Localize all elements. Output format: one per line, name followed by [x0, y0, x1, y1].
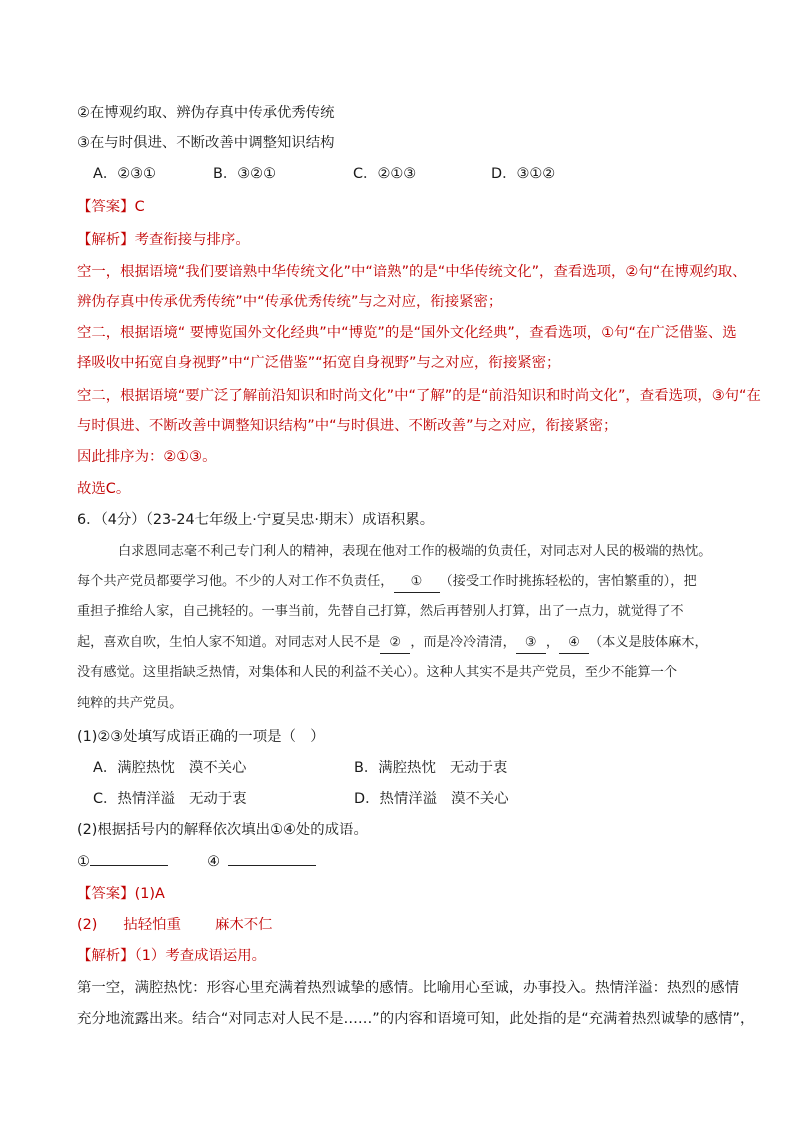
q5-analysis-title	[77, 230, 250, 250]
sub2-blanks	[77, 851, 316, 872]
q5-answer	[77, 197, 145, 217]
sub1-choice-d	[354, 789, 509, 809]
text-span: ②句“在博观约取、	[625, 264, 747, 280]
analysis-p2-line2: 择吸收中拓宽自身视野”中“广泛借鉴”“拓宽自身视野”与之对应，衔接紧密；	[77, 355, 561, 371]
choice-letter: B．	[354, 760, 379, 776]
passage-line-6: 纯粹的共产党员。	[77, 696, 183, 711]
choice-value: ②③①	[117, 166, 156, 182]
answer-tag: 【答案】	[77, 199, 135, 215]
q6-analysis-p1: 第一空，满腔热忱：形容心里充满着热烈诚挚的感情。比喻用心至诚，办事投入。热情洋溢：热烈的感情	[77, 980, 739, 996]
q6-answer-2	[77, 915, 273, 935]
choice-letter: A．	[93, 760, 118, 776]
answer-value: (1)A	[134, 886, 165, 902]
passage-line-1: 白求恩同志毫不利己专门利人的精神，表现在他对工作的极端的负责任，对同志对人民的极端的热忱。	[118, 544, 712, 559]
passage-line-2	[77, 572, 697, 593]
option-line-3: ③在与时俱进、不断改善中调整知识结构	[77, 135, 335, 151]
analysis-p3-line2: 与时俱进、不断改善中调整知识结构”中“与时俱进、不断改善”与之对应，衔接紧密；	[77, 418, 618, 434]
text-span: 因此排序为：	[77, 449, 164, 465]
choice-word: 漠不关心	[451, 791, 509, 807]
choice-word: 满腔热忱	[117, 760, 175, 776]
q6-analysis-p2: 充分地流露出来。结合“对同志对人民不是……”的内容和语境可知，此处指的是“充满着热烈诚挚的感情”，	[77, 1011, 755, 1027]
choice-value: ③②①	[237, 166, 276, 182]
analysis-final: 故选C。	[77, 481, 131, 497]
text-span: （接受工作时挑拣轻松的，害怕繁重的），把	[439, 574, 697, 589]
choice-letter: A．	[93, 166, 118, 182]
choice-letter: D．	[354, 791, 380, 807]
q5-choice-b	[213, 164, 276, 184]
analysis-tag: 【解析】	[77, 232, 135, 248]
text-span: 空二，根据语境“ 要博览国外文化经典”中“博览”的是“国外文化经典”，查看选项，	[77, 325, 602, 341]
choice-word: 无动于衷	[449, 760, 508, 776]
analysis-p3-line1	[77, 386, 761, 406]
blank-label: ①	[77, 854, 90, 870]
choice-word: 满腔热忱	[378, 760, 436, 776]
choice-word: 热情洋溢	[117, 791, 176, 807]
choice-letter: C．	[353, 166, 378, 182]
choice-letter: B．	[213, 166, 238, 182]
q6-sub1: (1)②③处填写成语正确的一项是（ ）	[77, 729, 325, 745]
answer-tag: 【答案】	[77, 886, 135, 902]
q6-sub2: (2)根据括号内的解释依次填出①④处的成语。	[77, 822, 368, 838]
text-span: 起，喜欢自吹，生怕人家不知道。对同志对人民不是	[77, 635, 381, 650]
analysis-tag: 【解析】	[77, 948, 135, 964]
text-span: ③句“在	[711, 388, 761, 404]
text-span: 空一，根据语境“我们要谙熟中华传统文化”中“谙熟”的是“中华传统文化”，查看选项，	[77, 264, 626, 280]
choice-value: ③①②	[516, 166, 556, 182]
answer-word: 麻木不仁	[214, 917, 273, 933]
text-span: ，	[545, 635, 559, 650]
blank-4: ④	[559, 633, 589, 654]
analysis-title: （1）考查成语运用。	[134, 948, 267, 964]
text-span: 空二，根据语境“要广泛了解前沿知识和时尚文化”中“了解”的是“前沿知识和时尚文化”，查看选项，	[77, 388, 712, 404]
answer-word: 拈轻怕重	[123, 917, 181, 933]
analysis-order	[77, 447, 216, 467]
blank-3: ③	[516, 633, 546, 654]
answer-label: (2)	[77, 917, 98, 933]
choice-value: ②①③	[377, 166, 417, 182]
blank-2: ②	[380, 633, 410, 654]
sub1-choice-b	[354, 758, 507, 778]
order-value: ②①③	[163, 449, 203, 465]
q6-answer	[77, 884, 165, 904]
blank-label: ④	[207, 854, 220, 870]
choice-word: 无动于衷	[189, 791, 247, 807]
analysis-p2-line1	[77, 323, 737, 343]
q5-choice-d	[491, 164, 555, 184]
text-span: 。	[202, 449, 217, 465]
text-span: ，而是冷冷清清，	[410, 635, 516, 650]
choice-word: 热情洋溢	[379, 791, 438, 807]
analysis-title: 考查衔接与排序。	[134, 232, 250, 248]
answer-value: C	[134, 199, 145, 215]
choice-letter: C．	[93, 791, 118, 807]
q6-header: 6．（4分）（23-24七年级上·宁夏吴忠·期末）成语积累。	[77, 512, 435, 528]
analysis-p1-line1	[77, 262, 747, 282]
q6-analysis-title	[77, 946, 266, 966]
passage-line-3: 重担子推给人家，自己挑轻的。一事当前，先替自己打算，然后再替别人打算，出了一点力，就觉得了不	[77, 604, 684, 619]
q5-choice-a	[93, 164, 156, 184]
sub1-choice-a	[93, 758, 246, 778]
passage-line-4	[77, 633, 708, 654]
answer-blank-1[interactable]	[90, 851, 168, 866]
answer-blank-4[interactable]	[228, 851, 316, 866]
text-span: （本义是肢体麻木，	[589, 635, 708, 650]
analysis-p1-line2: 辨伪存真中传承优秀传统”中“传承优秀传统”与之对应，衔接紧密；	[77, 294, 503, 310]
sub1-choice-c	[93, 789, 247, 809]
option-line-2: ②在博观约取、辨伪存真中传承优秀传统	[77, 105, 335, 121]
choice-letter: D．	[491, 166, 517, 182]
blank-1: ①	[394, 572, 440, 593]
passage-line-5: 没有感觉。这里指缺乏热情，对集体和人民的利益不关心）。这种人其实不是共产党员，至少不能算一个	[77, 665, 678, 680]
text-span: 每个共产党员都要学习他。不少的人对工作不负责任，	[77, 574, 394, 589]
choice-word: 漠不关心	[188, 760, 247, 776]
text-span: ①句“在广泛借鉴、选	[601, 325, 737, 341]
q5-choice-c	[353, 164, 416, 184]
